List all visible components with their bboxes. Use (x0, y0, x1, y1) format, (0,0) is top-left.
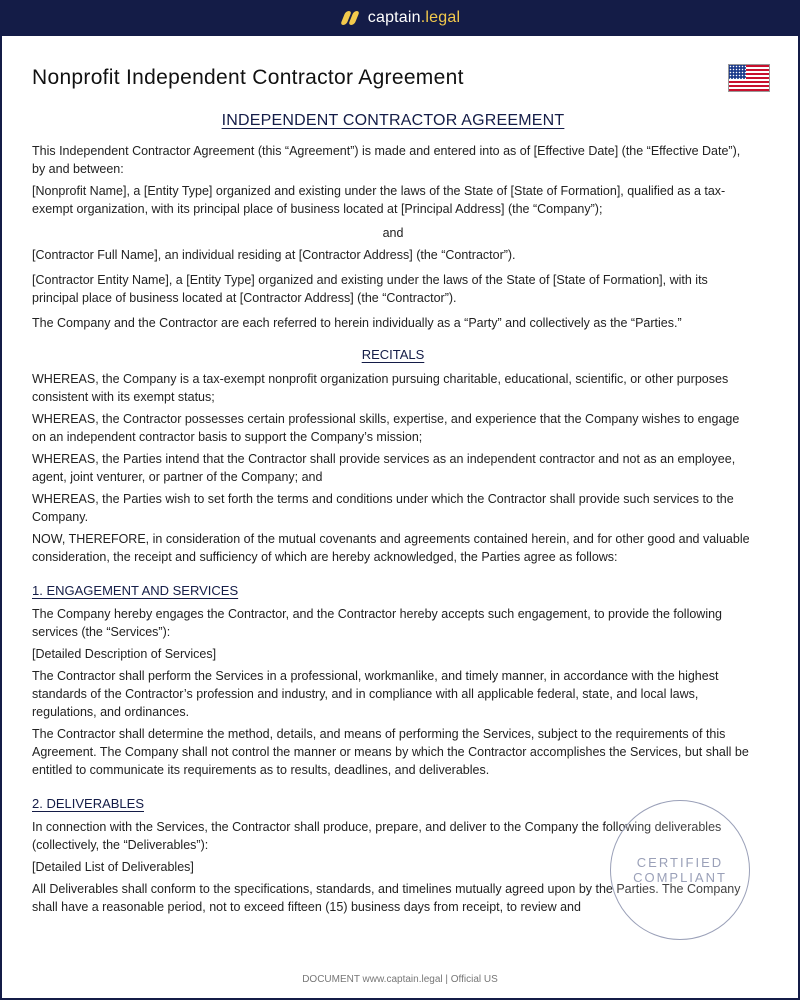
captain-logo-icon (340, 10, 360, 26)
footer-text: DOCUMENT www.captain.legal | Official US (302, 974, 498, 985)
recital-item: WHEREAS, the Parties intend that the Contractor shall provide services as an independent contractor and not as an employee, agent, joint venturer, or partner of the Company; and (32, 452, 736, 484)
section-2-paragraph: [Detailed List of Deliverables] (32, 860, 194, 874)
section-2-paragraph: All Deliverables shall conform to the specifications, standards, and timelines mutually agreed upon by the Parties. The Company shall have a reasonable period, not to exceed fifteen (15) business days from receipt, to review and (32, 882, 741, 914)
now-therefore-paragraph: NOW, THEREFORE, in consideration of the mutual covenants and agreements contained herein, and for other good and valuable consideration, the receipt and sufficiency of which are hereby acknowledged, the Parties agree as follows: (32, 532, 750, 564)
top-bar (0, 0, 800, 36)
agreement-heading: INDEPENDENT CONTRACTOR AGREEMENT (221, 112, 565, 129)
recital-item: WHEREAS, the Contractor possesses certain professional skills, expertise, and experience that the Company wishes to engage on an independent contractor basis to support the Company’s mission; (32, 412, 740, 444)
section-1-paragraph: [Detailed Description of Services] (32, 647, 217, 661)
recital-item: WHEREAS, the Parties wish to set forth the terms and conditions under which the Contractor shall provide such services to the Company. (32, 492, 734, 524)
section-2-heading: 2. DELIVERABLES (32, 796, 144, 811)
brand-wordmark (368, 9, 460, 27)
contractor-individual-paragraph: [Contractor Full Name], an individual residing at [Contractor Address] (the “Contractor”). (32, 248, 516, 262)
company-party-paragraph: [Nonprofit Name], a [Entity Type] organized and existing under the laws of the State of [State of Formation], qualified as a tax-exempt organization, with its principal place of business located at [Principal Address] (the “Company”); (32, 184, 726, 216)
stamp-line-2: COMPLIANT (633, 870, 727, 885)
contractor-entity-paragraph: [Contractor Entity Name], a [Entity Type] organized and existing under the laws of the State of [State of Formation], with its principal place of business located at [Contractor Address] (the “Contractor”). (32, 273, 708, 305)
recital-item: WHEREAS, the Company is a tax-exempt nonprofit organization pursuing charitable, educational, scientific, or other purposes consistent with its exempt status; (32, 372, 729, 404)
brand[interactable] (340, 9, 460, 27)
parties-definition-paragraph: The Company and the Contractor are each referred to herein individually as a “Party” and collectively as the “Parties.” (32, 316, 682, 330)
section-1-heading: 1. ENGAGEMENT AND SERVICES (32, 583, 239, 598)
and-separator: and (382, 226, 404, 240)
brand-tld: .legal (420, 9, 461, 26)
section-2-paragraph: In connection with the Services, the Contractor shall produce, prepare, and deliver to the Company the following deliverables (collectively, the “Deliverables”): (32, 820, 722, 852)
us-flag-icon[interactable] (728, 64, 770, 92)
content-fade (2, 940, 798, 958)
recitals-heading: RECITALS (361, 347, 425, 362)
section-1-paragraph: The Contractor shall perform the Services in a professional, workmanlike, and timely manner, in accordance with the highest standards of the Contractor’s profession and industry, and in compliance with all applicable federal, state, and local laws, regulations, and ordinances. (32, 669, 719, 719)
page-title: Nonprofit Independent Contractor Agreement (32, 66, 464, 89)
certified-compliant-stamp (610, 800, 750, 940)
section-1-paragraph: The Company hereby engages the Contractor, and the Contractor hereby accepts such engagement, to provide the following services (the “Services”): (32, 607, 723, 639)
brand-name: captain (367, 9, 421, 26)
section-1-paragraph: The Contractor shall determine the method, details, and means of performing the Services, subject to the requirements of this Agreement. The Company shall not control the manner or means by which the Contractor accomplishes the Services, but shall be entitled to communicate its requirements as to results, deadlines, and deliverables. (32, 727, 749, 777)
flag-canton (729, 65, 746, 79)
intro-paragraph: This Independent Contractor Agreement (this “Agreement”) is made and entered into as of [Effective Date] (the “Effective Date”), by and between: (32, 144, 741, 176)
document-body (32, 112, 754, 920)
stamp-line-1: CERTIFIED (636, 855, 724, 870)
